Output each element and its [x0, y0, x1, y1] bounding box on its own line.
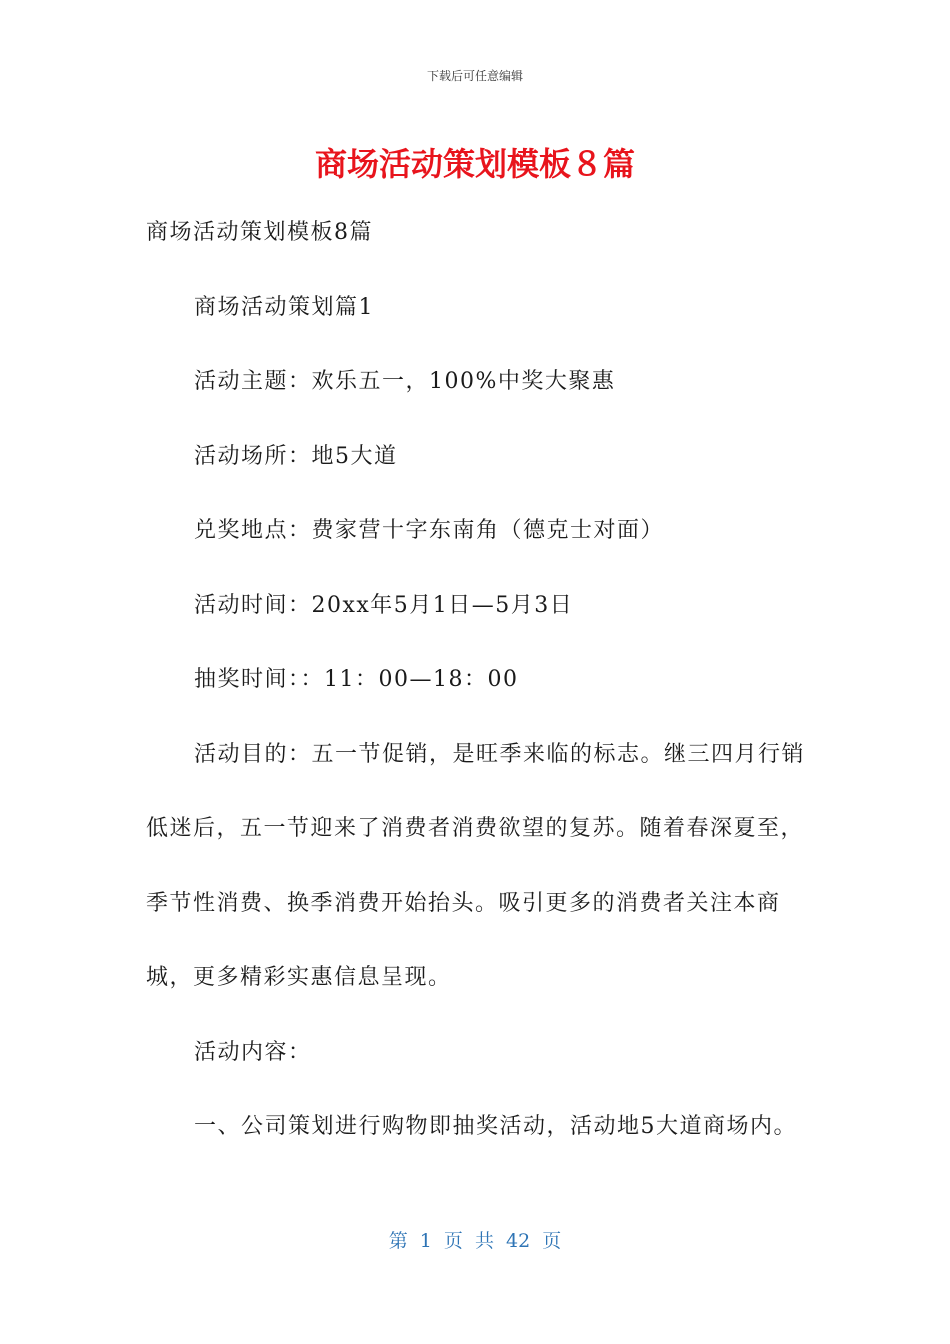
paragraph: 兑奖地点：费家营十字东南角（德克士对面） — [194, 518, 665, 543]
header-note: 下载后可任意编辑 — [426, 69, 523, 83]
paragraph: 活动目的：五一节促销，是旺季来临的标志。继三四月行销低迷后，五一节迎来了消费者消费欲望的复苏。随着春深夏至，季节性消费、换季消费开始抬头。吸引更多的消费者关注本商城，更多精彩实惠信息呈现。 — [146, 741, 806, 990]
footer-suffix: 页 — [542, 1230, 562, 1252]
document-body — [146, 196, 806, 1165]
footer-prefix: 第 — [388, 1230, 408, 1252]
paragraph: 活动主题：欢乐五一，100%中奖大聚惠 — [194, 369, 616, 394]
document-title: 商场活动策划模板８篇 — [314, 145, 635, 183]
paragraph: 商场活动策划篇1 — [194, 294, 374, 320]
page-footer — [0, 1226, 950, 1253]
paragraph: 一、公司策划进行购物即抽奖活动，活动地5大道商场内。 — [194, 1114, 797, 1139]
footer-middle: 页 共 — [443, 1230, 494, 1252]
paragraph: 商场活动策划模板8篇 — [146, 220, 373, 245]
paragraph: 抽奖时间：：11：00—18：00 — [194, 667, 519, 692]
paragraph: 活动场所：地5大道 — [194, 443, 398, 469]
footer-total-pages: 42 — [506, 1230, 531, 1252]
footer-page-number: 1 — [419, 1230, 432, 1252]
paragraph: 活动内容： — [194, 1039, 312, 1065]
paragraph: 活动时间：20xx年5月1日—5月3日 — [194, 592, 574, 618]
